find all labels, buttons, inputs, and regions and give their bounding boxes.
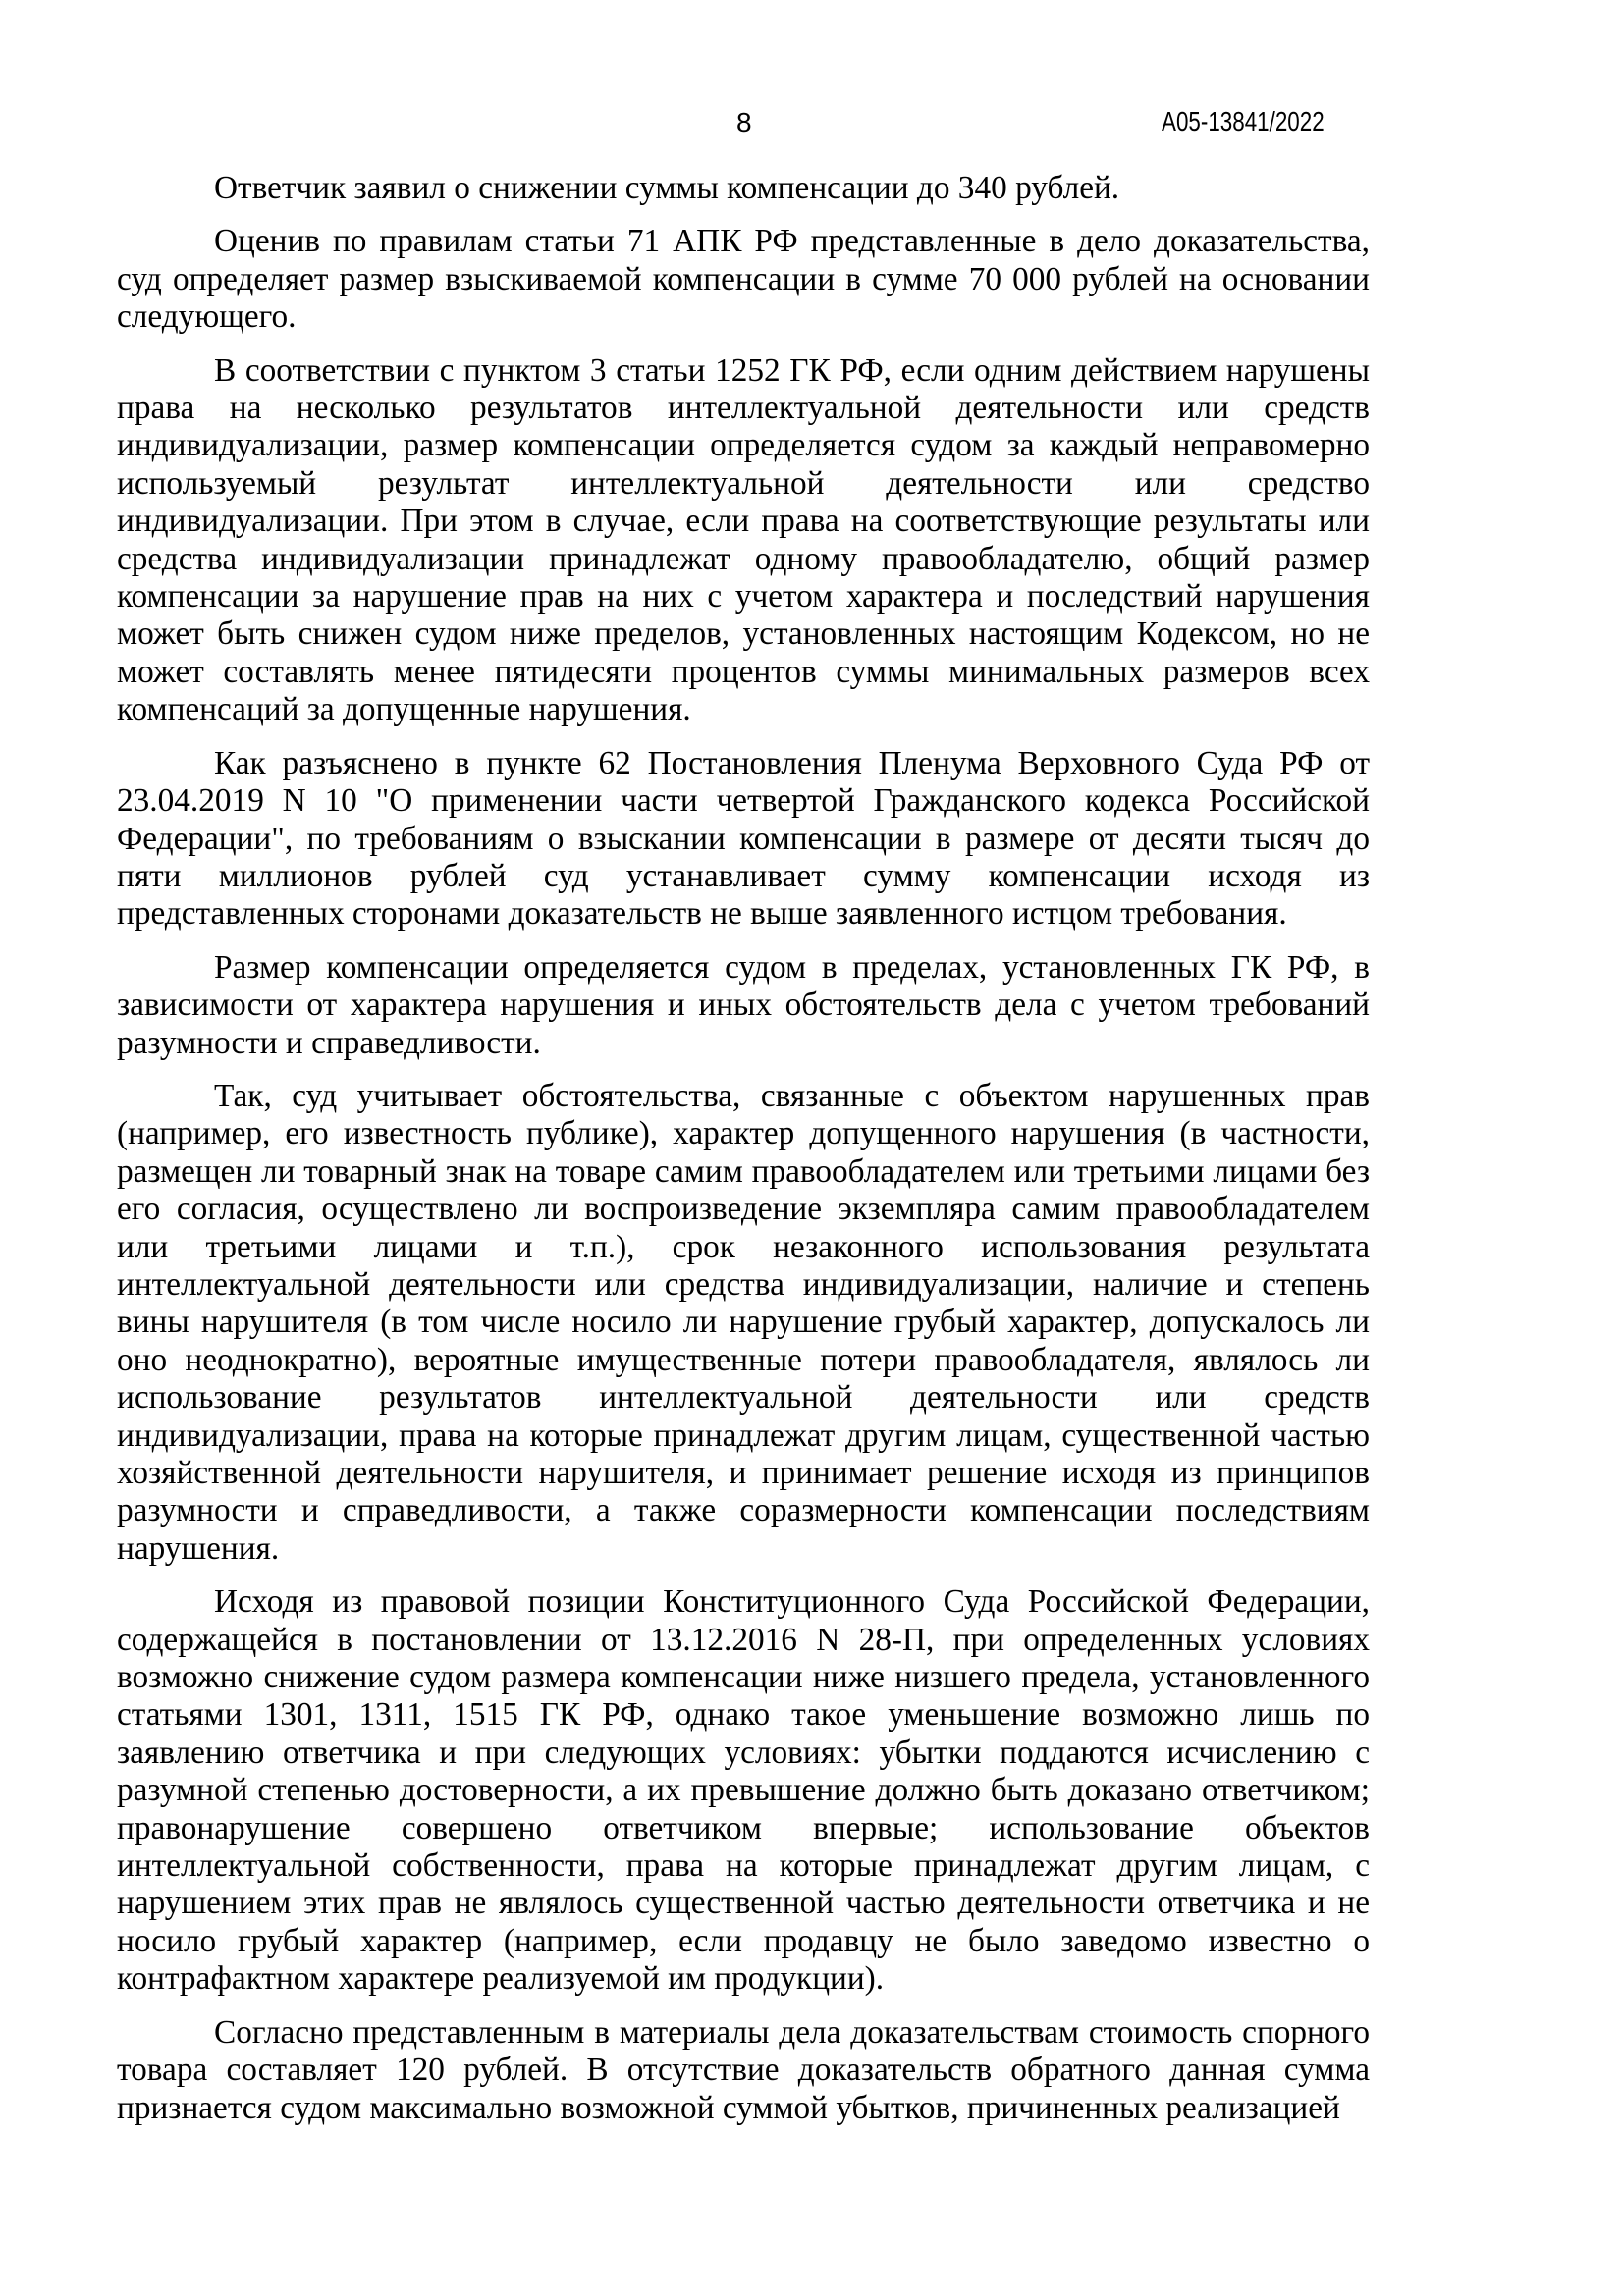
paragraph: Оценив по правилам статьи 71 АПК РФ представленные в дело доказательства, суд определяет размер взыскиваемой компенсации в сумме 70 000 рублей на основании следующего.	[117, 223, 1370, 336]
paragraph: Как разъяснено в пункте 62 Постановления Пленума Верховного Суда РФ от 23.04.2019 N 10 "О применении части четвертой Гражданского кодекса Российской Федерации", по требованиям о взыскании компенсации в размере от десяти тысяч до пяти миллионов рублей суд устанавливает сумму компенсации исходя из представленных сторонами доказательств не выше заявленного истцом требования.	[117, 744, 1370, 933]
case-number: А05-13841/2022	[1162, 106, 1325, 136]
paragraph: Так, суд учитывает обстоятельства, связанные с объектом нарушенных прав (например, его известность публике), характер допущенного нарушения (в частности, размещен ли товарный знак на товаре самим правообладателем или третьими лицами без его согласия, осуществлено ли воспроизведение экземпляра самим правообладателем или третьими лицами и т.п.), срок незаконного использования результата интеллектуальной деятельности или средства индивидуализации, наличие и степень вины нарушителя (в том числе носило ли нарушение грубый характер, допускалось ли оно неоднократно), вероятные имущественные потери правообладателя, являлось ли использование результатов интеллектуальной деятельности или средств индивидуализации, права на которые принадлежат другим лицам, существенной частью хозяйственной деятельности нарушителя, и принимает решение исходя из принципов разумности и справедливости, а также соразмерности компенсации последствиям нарушения.	[117, 1077, 1370, 1567]
paragraph: В соответствии с пунктом 3 статьи 1252 ГК РФ, если одним действием нарушены права на несколько результатов интеллектуальной деятельности или средств индивидуализации, размер компенсации определяется судом за каждый неправомерно используемый результат интеллектуальной деятельности или средство индивидуализации. При этом в случае, если права на соответствующие результаты или средства индивидуализации принадлежат одному правообладателю, общий размер компенсации за нарушение прав на них с учетом характера и последствий нарушения может быть снижен судом ниже пределов, установленных настоящим Кодексом, но не может составлять менее пятидесяти процентов суммы минимальных размеров всех компенсаций за допущенные нарушения.	[117, 351, 1370, 728]
paragraph: Согласно представленным в материалы дела доказательствам стоимость спорного товара составляет 120 рублей. В отсутствие доказательств обратного данная сумма признается судом максимально возможной суммой убытков, причиненных реализацией	[117, 2013, 1370, 2126]
paragraph: Размер компенсации определяется судом в пределах, установленных ГК РФ, в зависимости от характера нарушения и иных обстоятельств дела с учетом требований разумности и справедливости.	[117, 948, 1370, 1061]
document-body	[117, 170, 1370, 2143]
paragraph: Ответчик заявил о снижении суммы компенсации до 340 рублей.	[214, 170, 1120, 206]
page-number: 8	[736, 107, 752, 137]
paragraph: Исходя из правовой позиции Конституционного Суда Российской Федерации, содержащейся в постановлении от 13.12.2016 N 28-П, при определенных условиях возможно снижение судом размера компенсации ниже низшего предела, установленного статьями 1301, 1311, 1515 ГК РФ, однако такое уменьшение возможно лишь по заявлению ответчика и при следующих условиях: убытки поддаются исчислению с разумной степенью достоверности, а их превышение должно быть доказано ответчиком; правонарушение совершено ответчиком впервые; использование объектов интеллектуальной собственности, права на которые принадлежат другим лицам, с нарушением этих прав не являлось существенной частью деятельности ответчика и не носило грубый характер (например, если продавцу не было заведомо известно о контрафактном характере реализуемой им продукции).	[117, 1583, 1370, 1998]
